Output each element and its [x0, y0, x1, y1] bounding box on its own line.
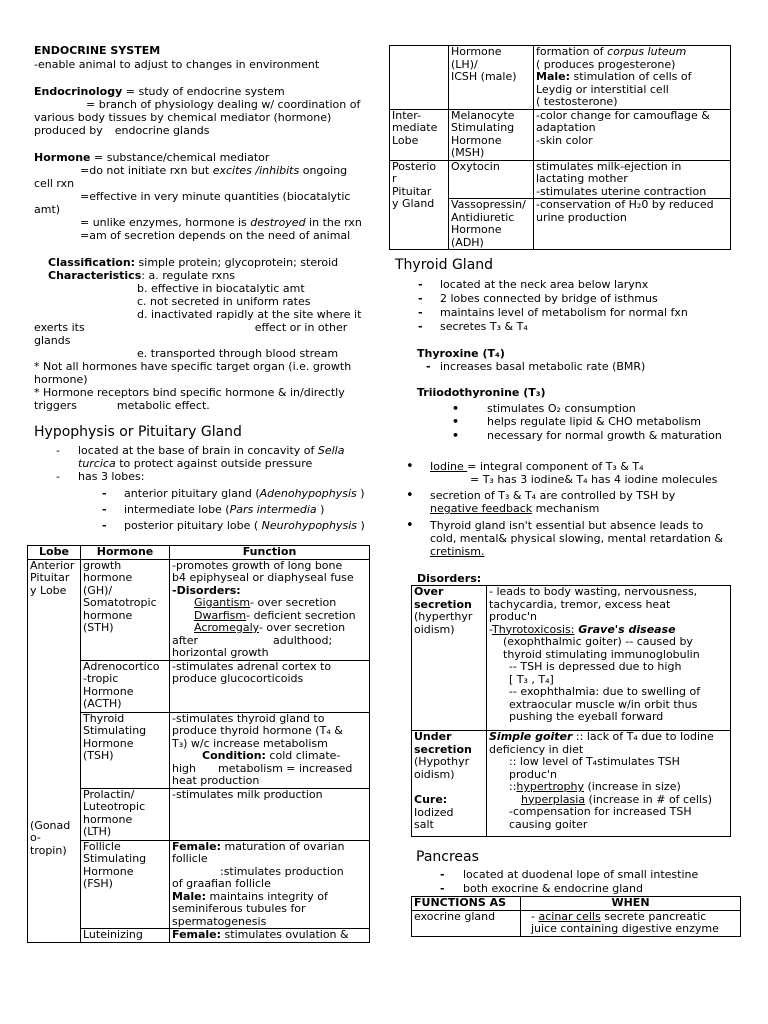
function-fsh: [170, 840, 370, 929]
hormone-oxytocin: Oxytocin: [449, 160, 534, 199]
text-line: follicle: [172, 852, 208, 865]
text-line: cold, mental& physical slowing, mental retardation &: [430, 532, 723, 545]
bullet: -: [102, 519, 107, 532]
bullet: •: [406, 459, 414, 474]
text-line: Iodine = integral component of T₃ & T₄: [430, 460, 644, 473]
bullet: -: [418, 292, 423, 305]
text-line: secretes T₃ & T₄: [440, 320, 528, 333]
text-line: anterior pituitary gland (Adenohypophysis ): [124, 487, 365, 500]
text-line: produce thyroid hormone (T₄ &: [172, 724, 343, 737]
text-line: various body tissues by chemical mediator (hormone): [34, 111, 332, 124]
text-line: necessary for normal growth & maturation: [487, 429, 722, 442]
text-line: (hyperthyr oidism): [414, 610, 473, 636]
text-line: =effective in very minute quantities (biocatalytic: [80, 190, 351, 203]
text-line: c. not secreted in uniform rates: [137, 295, 311, 308]
text-line: posterior pituitary lobe ( Neurohypophysis ): [124, 519, 365, 532]
under-secretion-details: [487, 731, 731, 837]
lobe-anterior: Anterior Pituitar y Lobe (Gonad o- tropin): [28, 559, 81, 942]
text-line: -- TSH is depressed due to high: [509, 660, 682, 673]
text-line: formation of corpus luteum: [536, 45, 687, 58]
text-line: d. inactivated rapidly at the site where it: [137, 308, 362, 321]
text-line: causing goiter: [509, 817, 588, 831]
hormone-lh: Luteinizing: [81, 929, 170, 943]
bullet: •: [406, 518, 414, 533]
text-line: Dwarfism- deficient secretion: [194, 608, 356, 622]
text-line: T₃) w/c increase metabolism: [172, 736, 328, 750]
lobe-posterior: Posterio r Pituitar y Gland: [390, 160, 449, 250]
text-line: Over secretion: [414, 585, 472, 611]
bullet: -: [440, 868, 445, 881]
text-line: -- exophthalmia: due to swelling of: [509, 685, 701, 698]
characteristics-line: Characteristics: a. regulate rxns: [48, 269, 236, 282]
bullet: -: [418, 306, 423, 319]
function-lth: -stimulates milk production: [170, 788, 370, 840]
text-line: ( produces progesterone): [536, 57, 676, 71]
hormone-lh-cont: Hormone (LH)/ ICSH (male): [449, 46, 534, 110]
text-line: of graafian follicle: [172, 877, 271, 890]
function-lh: Female: stimulates ovulation &: [170, 929, 370, 943]
text-line: Cure:: [414, 793, 448, 806]
function-lh-cont: [534, 46, 731, 110]
text-line: Gigantism- over secretion: [194, 596, 337, 609]
text-line: hyperplasia (increase in # of cells): [521, 792, 712, 806]
text-line: b4 epiphyseal or diaphyseal fuse: [172, 571, 354, 584]
header-when: WHEN: [521, 897, 741, 911]
text-line: Under secretion: [414, 730, 472, 756]
over-secretion-details: [487, 586, 731, 731]
bullet: -: [418, 320, 423, 333]
text-line: [ T₃ , T₄]: [509, 672, 554, 686]
text-line: high metabolism = increased: [172, 761, 353, 775]
text-line: amt): [34, 203, 61, 216]
text-line: seminiferous tubules for: [172, 902, 306, 915]
function-gh: [170, 559, 370, 660]
bullet: -: [102, 503, 107, 516]
text-line: exerts its effect or in other: [34, 321, 348, 334]
triiodothyronine-heading: Triiodothyronine (T₃): [417, 386, 546, 399]
text-line: horizontal growth: [172, 646, 269, 659]
text-line: produced by endocrine glands: [34, 124, 210, 137]
endocrinology-definition: Endocrinology = study of endocrine system: [34, 85, 285, 98]
text-line: -stimulates thyroid gland to: [172, 711, 325, 725]
text-line: = T₃ has 3 iodine& T₄ has 4 iodine molecules: [470, 473, 718, 486]
text-line: Iodized salt: [414, 805, 454, 831]
disorders-table: [411, 585, 731, 837]
pituitary-table-continued: [389, 45, 731, 250]
intro-text: -enable animal to adjust to changes in environment: [34, 58, 320, 71]
text-line: glands: [34, 334, 71, 347]
bullet: •: [452, 402, 460, 415]
classification-line: Classification: simple protein; glycoprotein; steroid: [48, 256, 339, 269]
text-line: Thyroid gland isn't essential but absence leads to: [430, 519, 704, 532]
text-line: negative feedback mechanism: [430, 502, 600, 515]
text-line: - acinar cells secrete pancreatic: [531, 909, 707, 923]
text-line: spermatogenesis: [172, 914, 267, 928]
header-hormone: Hormone: [81, 546, 170, 560]
text-line: thyroid stimulating immunoglobulin: [503, 647, 700, 661]
text-line: - leads to body wasting, nervousness,: [489, 585, 698, 598]
hormone-definition: Hormone = substance/chemical mediator: [34, 151, 270, 164]
cell-exocrine-when: [521, 910, 741, 936]
lobe-gonadotropin: (Gonad o- tropin): [30, 818, 71, 857]
text-line: stimulates O₂ consumption: [487, 402, 636, 415]
text-line: =do not initiate rxn but excites /inhibits ongoing: [80, 164, 348, 177]
pancreas-heading: Pancreas: [416, 849, 479, 865]
text-line: Condition: cold climate-: [202, 749, 341, 762]
hormone-acth: Adrenocortico -tropic Hormone (ACTH): [81, 660, 170, 712]
text-line: produc'n: [489, 610, 537, 623]
text-line: located at the neck area below larynx: [440, 278, 649, 291]
bullet: •: [452, 429, 460, 442]
text-line: located at duodenal lope of small intestine: [463, 868, 699, 881]
lobe-intermediate: Inter- mediate Lobe: [390, 109, 449, 160]
text-line: -promotes growth of long bone: [172, 558, 343, 572]
text-line: = unlike enzymes, hormone is destroyed in the rxn: [80, 216, 362, 229]
text-line: deficiency in diet: [489, 742, 584, 756]
header-functions-as: FUNCTIONS AS: [412, 897, 521, 911]
bullet: -: [418, 278, 423, 291]
function-tsh: [170, 712, 370, 788]
text-line: secretion of T₃ & T₄ are controlled by TSH by: [430, 489, 676, 502]
bullet: -: [102, 487, 107, 500]
text-line: Female: maturation of ovarian: [172, 839, 345, 853]
text-line: ::hypertrophy (increase in size): [509, 780, 681, 793]
text-line: maintains level of metabolism for normal fxn: [440, 306, 688, 319]
hormone-fsh: Follicle Stimulating Hormone (FSH): [81, 840, 170, 929]
text-line: b. effective in biocatalytic amt: [137, 282, 305, 295]
bullet: -: [56, 470, 60, 483]
text-line: heat production: [172, 774, 260, 787]
text-line: Male: stimulation of cells of: [536, 70, 692, 83]
hormone-msh: Melanocyte Stimulating Hormone (MSH): [449, 109, 534, 160]
text-line: hormone): [34, 373, 88, 386]
text-line: cretinism.: [430, 545, 485, 558]
pancreas-table: [411, 896, 741, 937]
over-secretion-cell: [412, 586, 487, 731]
text-line: tachycardia, tremor, excess heat: [489, 597, 671, 611]
function-acth: -stimulates adrenal cortex to produce glucocorticoids: [170, 660, 370, 712]
text-line: has 3 lobes:: [78, 470, 145, 483]
text-line: produc'n: [509, 767, 557, 781]
text-line: (exophthalmic goiter) -- caused by: [503, 635, 693, 648]
text-line: Male: maintains integrity of: [172, 889, 328, 903]
text-line: pushing the eyeball forward: [509, 710, 664, 723]
disorders-heading: Disorders:: [417, 572, 482, 585]
text-line: * Hormone receptors bind specific hormone & in/directly: [34, 386, 345, 399]
text-line: located at the base of brain in concavity of Sella: [78, 444, 345, 457]
bullet: -: [426, 360, 431, 373]
text-line: -Disorders:: [172, 583, 241, 597]
text-line: -compensation for increased TSH: [509, 805, 692, 818]
text-line: * Not all hormones have specific target organ (i.e. growth: [34, 360, 352, 373]
pituitary-heading: Hypophysis or Pituitary Gland: [34, 424, 242, 440]
text-line: increases basal metabolic rate (BMR): [440, 360, 646, 373]
text-line: juice containing digestive enzyme: [531, 922, 719, 935]
text-line: Acromegaly- over secretion: [194, 621, 346, 634]
hormone-gh: growth hormone (GH)/ Somatotropic hormone (STH): [81, 559, 170, 660]
text-line: 2 lobes connected by bridge of isthmus: [440, 292, 658, 305]
text-line: = branch of physiology dealing w/ coordination of: [86, 98, 361, 111]
header-lobe: Lobe: [28, 546, 81, 560]
under-secretion-cell: [412, 731, 487, 837]
function-oxytocin: stimulates milk-ejection in lactating mother -stimulates uterine contraction: [534, 160, 731, 199]
text-line: :: low level of T₄stimulates TSH: [509, 755, 680, 768]
pituitary-table: [27, 545, 370, 943]
text-line: cell rxn: [34, 177, 75, 190]
thyroxine-heading: Thyroxine (T₄): [417, 347, 505, 360]
text-line: helps regulate lipid & CHO metabolism: [487, 415, 702, 428]
text-line: Simple goiter :: lack of T₄ due to Iodine: [489, 730, 714, 743]
text-line: turcica to protect against outside pressure: [78, 457, 313, 470]
text-line: extraocular muscle w/in orbit thus: [509, 697, 698, 711]
text-line: e. transported through blood stream: [137, 347, 339, 360]
text-line: ( testosterone): [536, 95, 618, 108]
function-msh: -color change for camouflage & adaptation -skin color: [534, 109, 731, 160]
text-line: Leydig or interstitial cell: [536, 82, 669, 96]
bullet: -: [440, 882, 445, 895]
text-line: intermediate lobe (Pars intermedia ): [124, 503, 325, 516]
hormone-adh: Vassopressin/ Antidiuretic Hormone (ADH): [449, 199, 534, 250]
cell-exocrine-gland: exocrine gland: [412, 910, 521, 936]
thyroid-heading: Thyroid Gland: [395, 257, 494, 273]
text-line: -Thyrotoxicosis: Grave's disease: [489, 622, 676, 636]
page-title: ENDOCRINE SYSTEM: [34, 44, 161, 57]
text-line: both exocrine & endocrine gland: [463, 882, 643, 895]
hormone-tsh: Thyroid Stimulating Hormone (TSH): [81, 712, 170, 788]
function-adh: -conservation of H₂0 by reduced urine production: [534, 199, 731, 250]
bullet: -: [56, 444, 60, 457]
lobe-anterior-cont: [390, 46, 449, 110]
header-function: Function: [170, 546, 370, 560]
hormone-lth: Prolactin/ Luteotropic hormone (LTH): [81, 788, 170, 840]
text-line: after adulthood;: [172, 633, 333, 647]
text-line: =am of secretion depends on the need of animal: [80, 229, 351, 242]
bullet: •: [452, 415, 460, 428]
text-line: triggers metabolic effect.: [34, 399, 210, 412]
text-line: :stimulates production: [220, 864, 344, 878]
text-line: (Hypothyr oidism): [414, 755, 470, 781]
bullet: •: [406, 488, 414, 503]
